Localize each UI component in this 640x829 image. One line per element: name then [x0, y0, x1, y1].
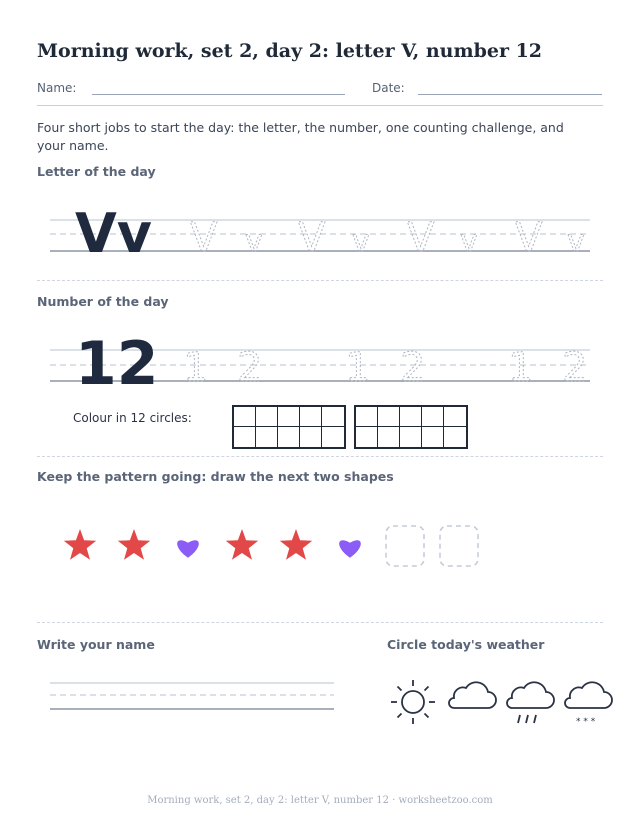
heart-shape	[339, 540, 361, 557]
ten-frame-cell[interactable]	[356, 427, 378, 447]
ten-frame-cell[interactable]	[300, 427, 322, 447]
ten-frame-cell[interactable]	[300, 407, 322, 427]
name-heading: Write your name	[37, 637, 155, 652]
footer-text: Morning work, set 2, day 2: letter V, number 12 · worksheetzoo.com	[147, 795, 493, 806]
trace-glyph[interactable]: V	[190, 215, 218, 261]
sun-icon[interactable]	[391, 680, 435, 724]
page-title: Morning work, set 2, day 2: letter V, number 12	[37, 40, 543, 62]
trace-glyph[interactable]: V	[407, 215, 435, 261]
trace-glyph[interactable]: v	[245, 224, 263, 259]
trace-glyph[interactable]: v	[567, 224, 585, 259]
colour-circles-label: Colour in 12 circles:	[73, 411, 192, 425]
number-practice-area	[0, 322, 640, 392]
weather-options	[380, 672, 620, 732]
blank-shape-box[interactable]	[386, 526, 424, 566]
ten-frame-cell[interactable]	[422, 407, 444, 427]
pattern-row	[0, 515, 640, 575]
ten-frame-2[interactable]	[354, 405, 468, 449]
ten-frame-cell[interactable]	[422, 427, 444, 447]
letter-trace-row	[190, 215, 585, 261]
name-label: Name:	[37, 81, 77, 95]
name-line[interactable]	[92, 94, 345, 95]
section-divider	[37, 622, 603, 623]
ten-frame-cell[interactable]	[322, 407, 344, 427]
ten-frame-cell[interactable]	[256, 427, 278, 447]
heart-shape	[177, 540, 199, 557]
trace-glyph[interactable]: 2	[237, 345, 263, 391]
ten-frame-cell[interactable]	[444, 407, 466, 427]
trace-glyph[interactable]: 1	[345, 345, 371, 391]
ten-frame-cell[interactable]	[400, 427, 422, 447]
ten-frame-cell[interactable]	[256, 407, 278, 427]
weather-heading: Circle today's weather	[387, 637, 545, 652]
letter-heading: Letter of the day	[37, 164, 156, 179]
ten-frame-cell[interactable]	[378, 427, 400, 447]
name-writing-lines[interactable]	[0, 675, 350, 720]
letter-model: Vv	[75, 202, 152, 265]
trace-glyph[interactable]: 1	[183, 345, 209, 391]
trace-glyph[interactable]: 2	[400, 345, 426, 391]
number-heading: Number of the day	[37, 294, 169, 309]
cloud-icon[interactable]	[449, 682, 496, 708]
date-label: Date:	[372, 81, 405, 95]
number-model: 12	[75, 329, 159, 392]
intro-text: Four short jobs to start the day: the letter, the number, one counting challenge, and your name.	[37, 120, 564, 153]
blank-shape-box[interactable]	[440, 526, 478, 566]
ten-frame-cell[interactable]	[278, 407, 300, 427]
ten-frame-cell[interactable]	[278, 427, 300, 447]
snow-icon[interactable]	[565, 682, 612, 727]
star-shape	[280, 529, 312, 560]
star-shape	[226, 529, 258, 560]
section-divider	[37, 280, 603, 281]
letter-practice-area	[0, 190, 640, 265]
ten-frame-1[interactable]	[232, 405, 346, 449]
star-shape	[118, 529, 150, 560]
ten-frame-cell[interactable]	[234, 407, 256, 427]
rain-icon[interactable]	[507, 682, 554, 723]
trace-glyph[interactable]: 1	[508, 345, 534, 391]
section-divider	[37, 456, 603, 457]
trace-glyph[interactable]: 2	[562, 345, 588, 391]
ten-frame-cell[interactable]	[322, 427, 344, 447]
pattern-heading: Keep the pattern going: draw the next two shapes	[37, 469, 394, 484]
header-divider	[37, 105, 603, 106]
ten-frame-cell[interactable]	[356, 407, 378, 427]
ten-frame-cell[interactable]	[400, 407, 422, 427]
snowflake-marks: * * *	[576, 717, 596, 727]
date-line[interactable]	[418, 94, 602, 95]
trace-glyph[interactable]: V	[515, 215, 543, 261]
trace-glyph[interactable]: v	[352, 224, 370, 259]
ten-frame-cell[interactable]	[378, 407, 400, 427]
ten-frame-cell[interactable]	[444, 427, 466, 447]
trace-glyph[interactable]: v	[460, 224, 478, 259]
number-trace-row	[183, 345, 587, 391]
ten-frame-cell[interactable]	[234, 427, 256, 447]
trace-glyph[interactable]: V	[298, 215, 326, 261]
star-shape	[64, 529, 96, 560]
